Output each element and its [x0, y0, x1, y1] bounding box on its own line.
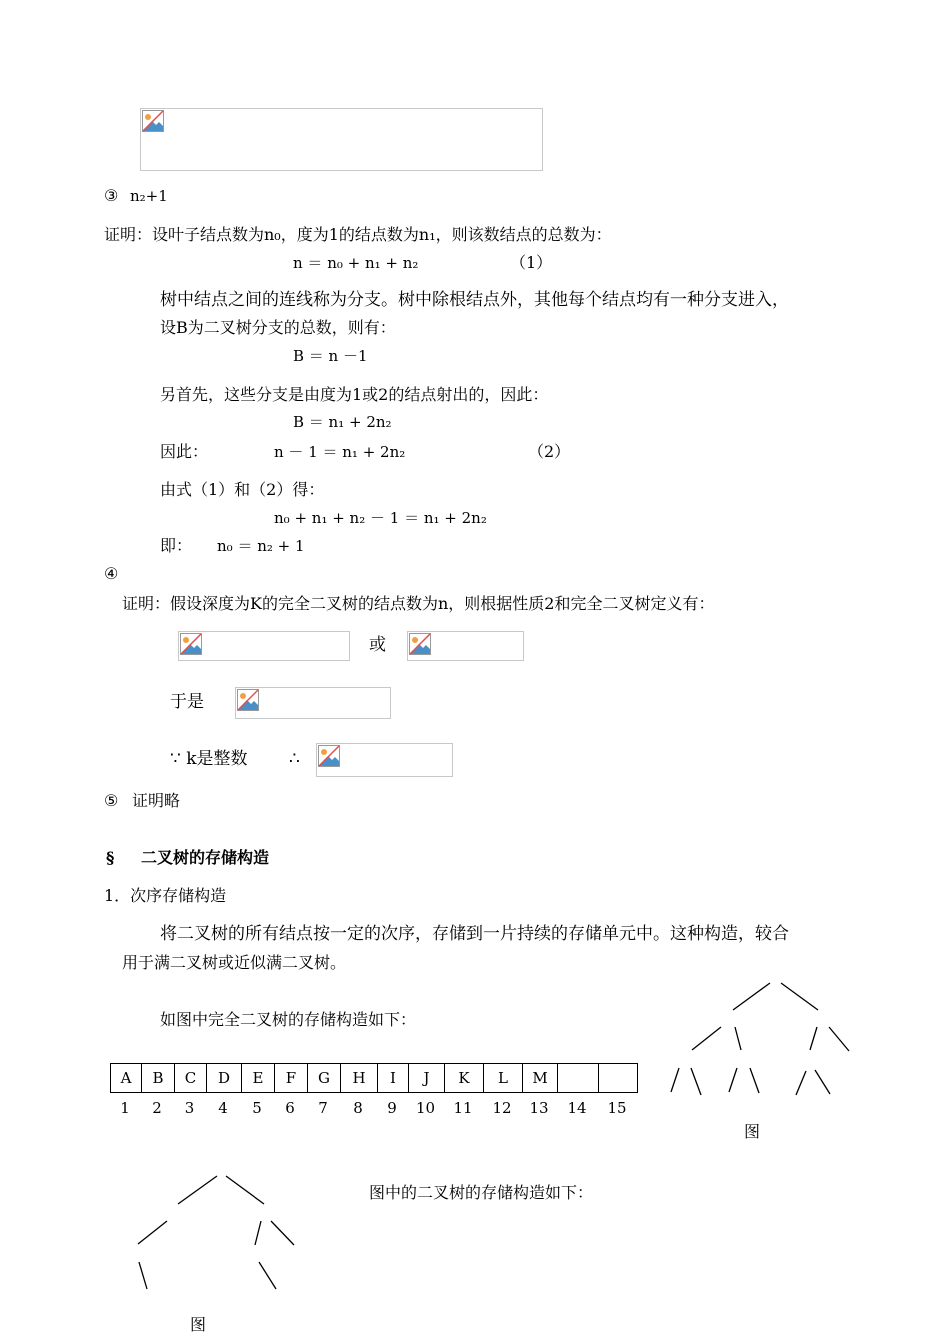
- formula-image-top: [140, 108, 543, 171]
- item4-intro: 证明：假设深度为K的完全二叉树的结点数为n，则根据性质2和完全二叉树定义有：: [122, 594, 715, 613]
- proof1-para1-line1: 树中结点之间的连线称为分支。树中除根结点外，其他每个结点均有一种分支进入，: [160, 290, 789, 310]
- storage-array-row: [111, 1064, 638, 1093]
- broken-image-icon: [318, 745, 340, 767]
- storage-array-index: 10: [415, 1099, 436, 1117]
- storage-array-table: [110, 1063, 638, 1093]
- subsection1-para-line2: 用于满二叉树或近似满二叉树。: [122, 953, 347, 972]
- storage-array-index: 11: [453, 1099, 473, 1117]
- proof1-eq1: n ＝ n₀ + n₁ + n₂: [293, 254, 419, 272]
- broken-image-icon: [180, 633, 202, 655]
- item3-marker: ③: [104, 186, 119, 205]
- storage-array-index: 6: [285, 1099, 295, 1117]
- proof1-therefore-label: 因此：: [160, 442, 209, 461]
- figure1-caption: 图: [744, 1122, 761, 1141]
- formula-image-a: [178, 631, 350, 661]
- storage-array-index: 1: [120, 1099, 130, 1117]
- storage-array-index: 2: [152, 1099, 162, 1117]
- figure2-intro: 图中的二叉树的存储构造如下：: [369, 1183, 594, 1202]
- storage-array-cell: H: [341, 1064, 378, 1093]
- proof1-result: n₀ ＝ n₂ + 1: [217, 537, 305, 555]
- proof1-eq-b2: B ＝ n₁ + 2n₂: [293, 413, 392, 431]
- binary-tree-figure-2: [125, 1165, 305, 1300]
- storage-array-cell: [558, 1064, 599, 1093]
- storage-array-cell: [599, 1064, 638, 1093]
- storage-array-cell: D: [207, 1064, 242, 1093]
- formula-image-b: [407, 631, 524, 661]
- proof1-para2: 另首先，这些分支是由度为1或2的结点射出的，因此：: [160, 385, 549, 404]
- broken-image-icon: [237, 689, 259, 711]
- storage-array-index: 3: [184, 1099, 195, 1117]
- proof1-eq2: n － 1 ＝ n₁ + 2n₂: [274, 443, 406, 461]
- proof1-para1-line2: 设B为二叉树分支的总数，则有：: [160, 318, 396, 337]
- storage-array-index: 7: [318, 1099, 328, 1117]
- storage-array-cell: L: [484, 1064, 523, 1093]
- proof1-eq3: n₀ + n₁ + n₂ － 1 ＝ n₁ + 2n₂: [274, 509, 487, 527]
- complete-binary-tree-figure: [660, 975, 860, 1105]
- section-title: 二叉树的存储构造: [141, 848, 270, 867]
- item4-since: ∵ k是整数: [170, 749, 248, 769]
- item5-text: 证明略: [132, 791, 181, 810]
- storage-array-index: 5: [252, 1099, 262, 1117]
- storage-array-cell: M: [523, 1064, 558, 1093]
- figure2-caption: 图: [190, 1315, 207, 1334]
- storage-array-index: 13: [529, 1099, 549, 1117]
- item4-marker: ④: [104, 564, 119, 583]
- proof1-eq1-number: （1）: [510, 253, 553, 272]
- storage-array-cell: E: [242, 1064, 275, 1093]
- subsection1-para-line1: 将二叉树的所有结点按一定的次序，存储到一片持续的存储单元中。这种构造，较合: [160, 924, 789, 944]
- storage-array-cell: K: [445, 1064, 484, 1093]
- storage-array-index: 4: [218, 1099, 228, 1117]
- storage-array-cell: B: [142, 1064, 175, 1093]
- storage-array-index: 9: [387, 1099, 397, 1117]
- storage-array-cell: J: [409, 1064, 445, 1093]
- proof1-eq-b: B ＝ n －1: [293, 347, 368, 365]
- storage-array-index: 8: [353, 1099, 363, 1117]
- item4-hence-label: 于是: [170, 692, 204, 712]
- storage-array-cell: I: [378, 1064, 409, 1093]
- storage-array-index: 15: [607, 1099, 627, 1117]
- proof1-intro: 证明：设叶子结点数为n₀，度为1的结点数为n₁，则该数结点的总数为：: [104, 225, 612, 244]
- storage-array-cell: A: [111, 1064, 142, 1093]
- item3-text: n₂+1: [130, 187, 168, 205]
- proof1-eq2-number: （2）: [528, 442, 571, 461]
- broken-image-icon: [409, 633, 431, 655]
- proof1-result-label: 即：: [160, 536, 193, 555]
- formula-image-d: [316, 743, 453, 777]
- item4-or-label: 或: [369, 635, 386, 655]
- storage-array-cell: F: [275, 1064, 308, 1093]
- item4-therefore-symbol: ∴: [289, 749, 300, 769]
- storage-array-index: 12: [492, 1099, 512, 1117]
- storage-array-index: 14: [567, 1099, 587, 1117]
- proof1-from-label: 由式（1）和（2）得：: [160, 480, 325, 499]
- storage-array-cell: C: [175, 1064, 207, 1093]
- section-symbol: §: [106, 848, 115, 867]
- formula-image-c: [235, 687, 391, 719]
- broken-image-icon: [142, 110, 164, 132]
- subsection1-title: 1．次序存储构造: [104, 886, 227, 905]
- subsection1-fig-intro: 如图中完全二叉树的存储构造如下：: [160, 1010, 417, 1029]
- storage-array-cell: G: [308, 1064, 341, 1093]
- item5-marker: ⑤: [104, 791, 119, 810]
